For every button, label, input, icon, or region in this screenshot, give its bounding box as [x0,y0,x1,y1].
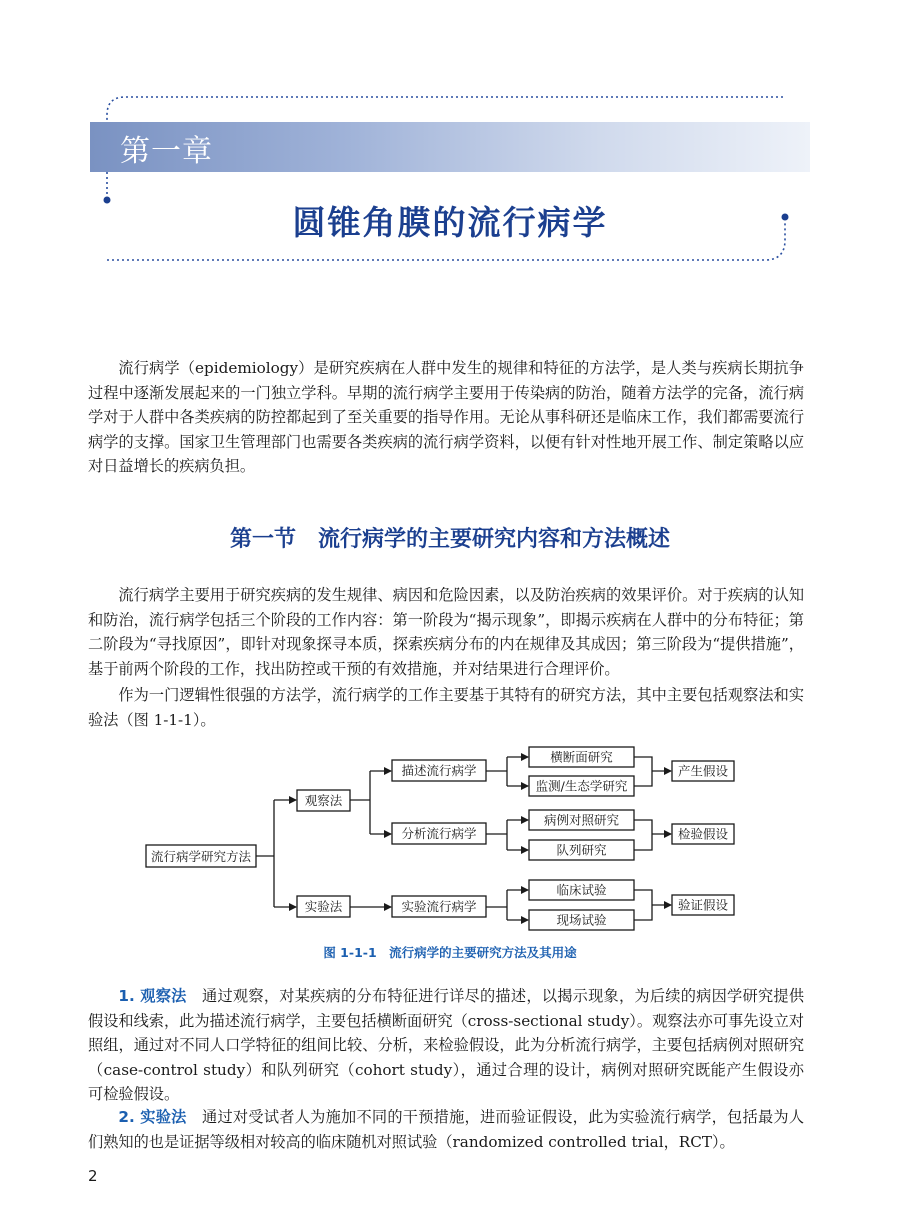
experiment-term: 2. 实验法 [118,1108,187,1126]
node-surveillance-label: 监测/生态学研究 [535,778,628,794]
intro-paragraph: 流行病学（epidemiology）是研究疾病在人群中发生的规律和特征的方法学，是人类与疾病长期抗争过程中逐渐发展起来的一门独立学科。早期的流行病学主要用于传染病的防治，随着方法学的完备，流行病学对于人群中各类疾病的防控都起到了至关重要的指导作用。无论从事科研还是临床工作，我们都需要流行病学的支撑。国家卫生管理部门也需要各类疾病的流行病学资料，以便有针对性地开展工作、制定策略以应对日益增长的疾病负担。 [88,359,804,475]
node-field-trial-label: 现场试验 [556,912,607,928]
chapter-title: 圆锥角膜的流行病学 [292,203,608,242]
node-clinical-trial [529,880,634,900]
node-clinical-trial-label: 临床试验 [556,882,607,898]
node-surveillance [529,776,634,796]
section-paragraph-1: 流行病学主要用于研究疾病的发生规律、病因和危险因素，以及防治疾病的效果评价。对于疾病的认知和防治，流行病学包括三个阶段的工作内容：第一阶段为“揭示现象”，即揭示疾病在人群中的分布特征；第二阶段为“寻找原因”，即针对现象探寻本质，探索疾病分布的内在规律及其成因；第三阶段为“提供措施”，基于前两个阶段的工作，找出防控或干预的有效措施，并对结果进行合理评价。 [88,586,804,678]
experiment-paragraph [88,1105,804,1154]
node-case-control [529,810,634,830]
node-analytical-label: 分析流行病学 [401,826,477,841]
node-case-control-label: 病例对照研究 [543,812,620,828]
node-cross-sectional-label: 横断面研究 [550,749,613,765]
node-verify-label: 验证假设 [677,897,729,913]
node-observation-label: 观察法 [304,793,343,808]
node-experimental [392,896,486,917]
node-observation [297,790,350,811]
node-analytical [392,823,486,844]
node-descriptive [392,760,486,781]
node-field-trial [529,910,634,930]
node-cohort-label: 队列研究 [556,842,607,858]
node-descriptive-label: 描述流行病学 [401,763,477,778]
observation-term: 1. 观察法 [118,987,187,1005]
chapter-label: 第一章 [120,134,213,169]
node-test-hypothesis [672,824,734,844]
node-experimental-label: 实验流行病学 [401,899,477,914]
section-title: 第一节 流行病学的主要研究内容和方法概述 [229,527,670,552]
node-root-label: 流行病学研究方法 [150,849,252,864]
page-number: 2 [88,1167,98,1185]
node-generate-label: 产生假设 [677,763,729,779]
node-root [146,845,256,867]
observation-paragraph [88,984,804,1107]
figure-caption: 图 1-1-1 流行病学的主要研究方法及其用途 [323,945,577,960]
section-paragraph-2: 作为一门逻辑性很强的方法学，流行病学的工作主要基于其特有的研究方法，其中主要包括观察法和实验法（图 1-1-1）。 [88,686,804,729]
node-cohort [529,840,634,860]
node-experiment [297,896,350,917]
node-verify-hypothesis [672,895,734,915]
node-experiment-label: 实验法 [304,899,343,914]
node-cross-sectional [529,747,634,767]
experiment-text: 通过对受试者人为施加不同的干预措施，进而验证假设，此为实验流行病学，包括最为人们熟知的也是证据等级相对较高的临床随机对照试验（randomized controlled trial，RCT）。 [88,1108,805,1151]
node-test-label: 检验假设 [677,826,729,842]
node-generate-hypothesis [672,761,734,781]
observation-text: 通过观察，对某疾病的分布特征进行详尽的描述，以揭示现象，为后续的病因学研究提供假设和线索，此为描述流行病学，主要包括横断面研究（cross-sectional study）。观察法亦可事先设立对照组，通过对不同人口学特征的组间比较、分析，来检验假设，此为分析流行病学，主要包括病例对照研究（case-control study）和队列研究（cohort study），通过合理的设计，病例对照研究既能产生假设亦可检验假设。 [88,987,805,1103]
